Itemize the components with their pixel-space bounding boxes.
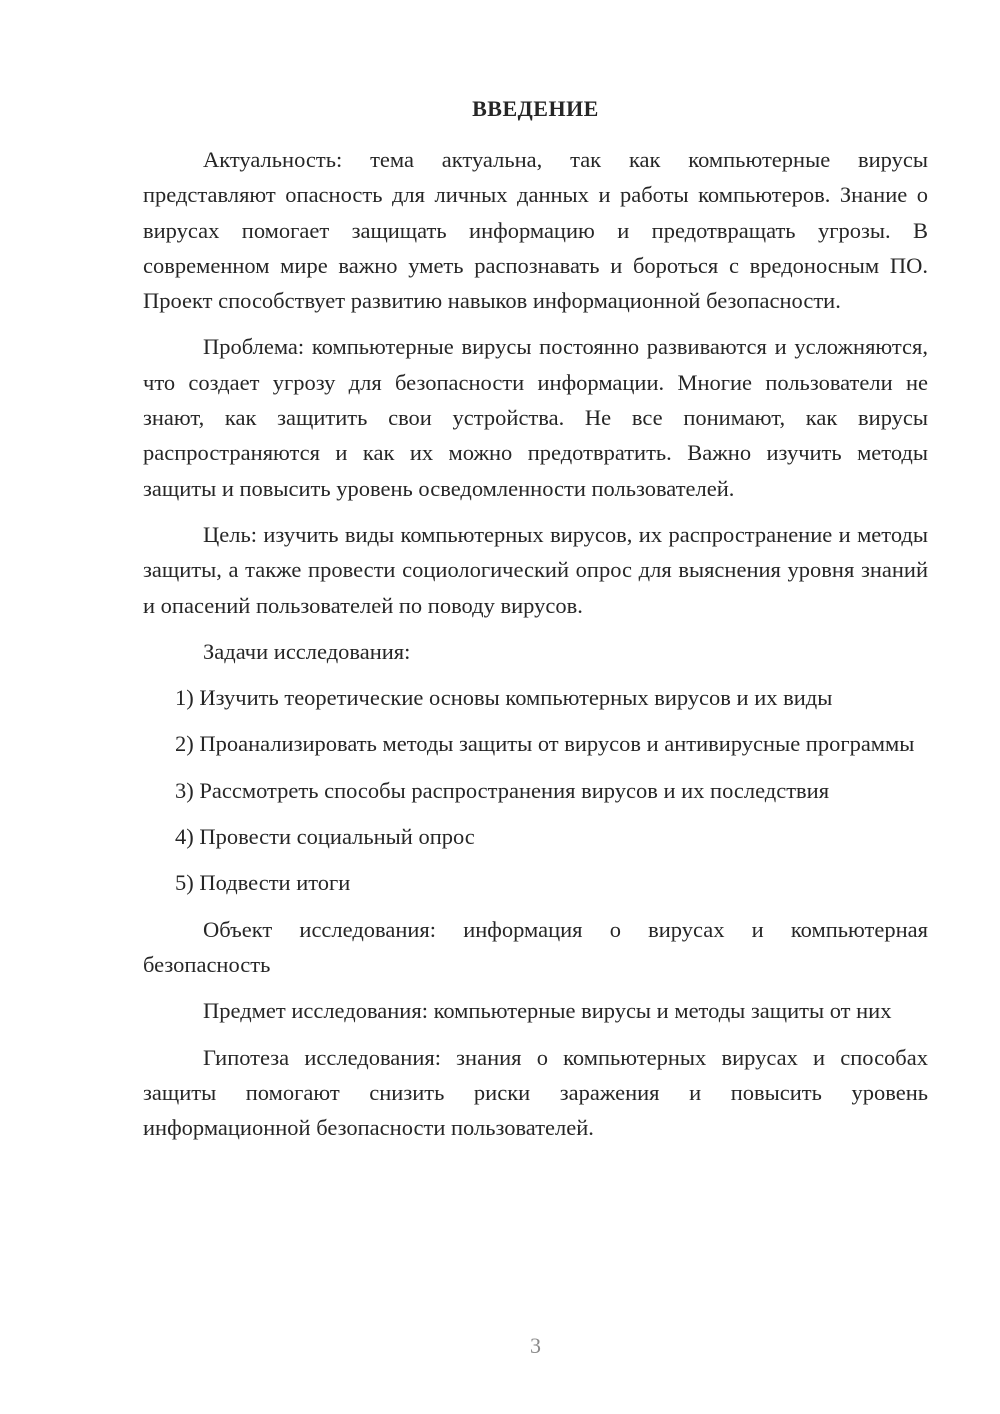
paragraph-hypothesis: Гипотеза исследования: знания о компьютерных вирусах и способах защиты помогают снизить риски заражения и повысить уровень информационной безопасности пользователей. xyxy=(143,1044,928,1141)
task-item-3: 3) Рассмотреть способы распространения вирусов и их последствия xyxy=(175,777,830,803)
paragraph-goal: Цель: изучить виды компьютерных вирусов, их распространение и методы защиты, а также провести социологический опрос для выяснения уровня знаний и опасений пользователей по поводу вирусов. xyxy=(143,521,928,618)
task-item-4: 4) Провести социальный опрос xyxy=(175,824,475,850)
page-number: 3 xyxy=(530,1333,541,1358)
paragraph-tasks-heading: Задачи исследования: xyxy=(203,638,411,664)
document-page xyxy=(143,0,928,1414)
paragraph-problem: Проблема: компьютерные вирусы постоянно развиваются и усложняются, что создает угрозу для безопасности информации. Многие пользователи не знают, как защитить свои устройства. Не все понимают, как вирусы распространяются и как их можно предотвратить. Важно изучить методы защиты и повысить уровень осведомленности пользователей. xyxy=(143,334,928,501)
paragraph-subject: Предмет исследования: компьютерные вирусы и методы защиты от них xyxy=(203,998,892,1024)
paragraph-object: Объект исследования: информация о вирусах и компьютерная безопасность xyxy=(143,916,928,977)
paragraph-relevance: Актуальность: тема актуальна, так как компьютерные вирусы представляют опасность для личных данных и работы компьютеров. Знание о вирусах помогает защищать информацию и предотвращать угрозы. В современном мире важно уметь распознавать и бороться с вредоносным ПО. Проект способствует развитию навыков информационной безопасности. xyxy=(143,147,928,314)
task-item-5: 5) Подвести итоги xyxy=(175,870,351,896)
task-item-2: 2) Проанализировать методы защиты от вирусов и антивирусные программы xyxy=(175,731,915,757)
task-item-1: 1) Изучить теоретические основы компьютерных вирусов и их виды xyxy=(175,685,833,711)
document-body xyxy=(143,142,928,1156)
page-title: ВВЕДЕНИЕ xyxy=(472,96,599,121)
